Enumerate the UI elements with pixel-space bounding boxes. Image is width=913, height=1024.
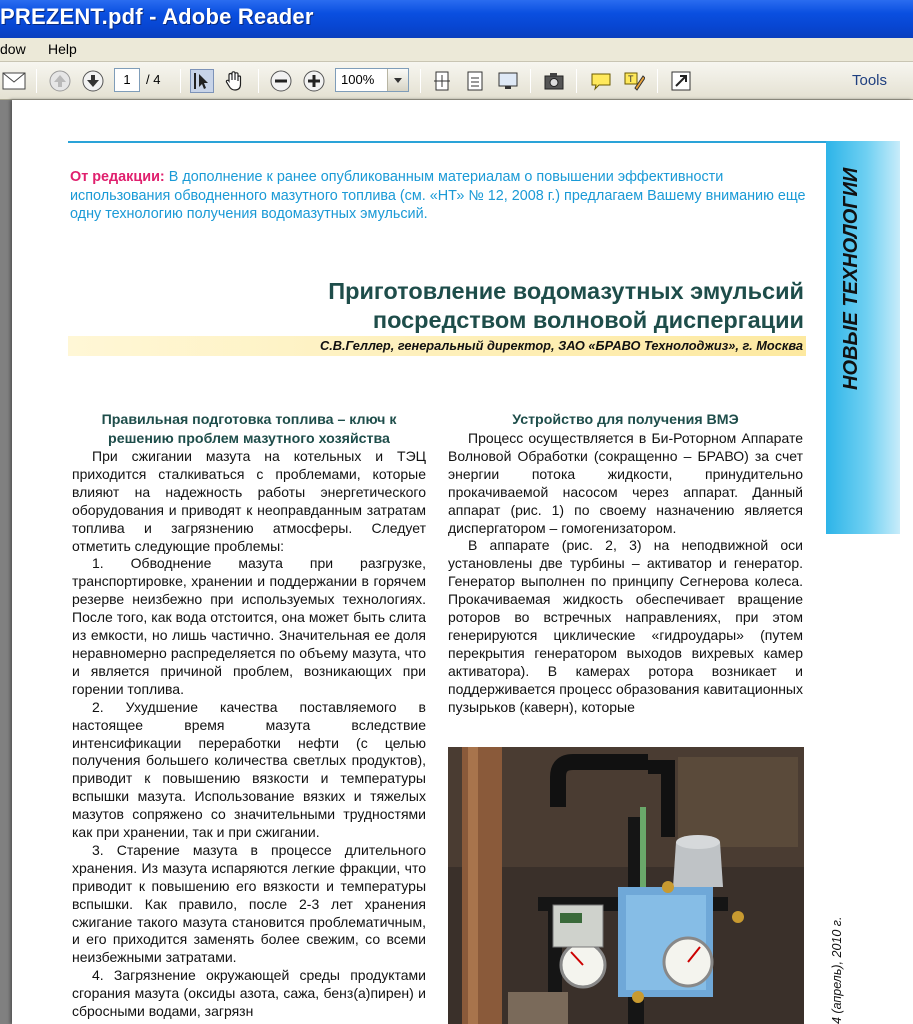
menu-help[interactable]: Help [48, 41, 77, 57]
headline-line-1: Приготовление водомазутных эмульсий [328, 278, 804, 304]
zoom-in-icon[interactable] [302, 69, 326, 93]
column-1-paragraph: 2. Ухудшение качества поставляемого в настоящее время мазута вследствие интенсификации переработки нефти (с целью получения большего количества светлых продуктов), приводит к повышению вязкости и температуры вспышки мазута. Использование вязких и тяжелых мазутов сопряжено со значительными трудностями как при хранении, так и при сжигании. [72, 698, 426, 841]
column-1-text [72, 448, 426, 1021]
column-1-heading: Правильная подготовка топлива – ключ к решению проблем мазутного хозяйства [101, 412, 397, 447]
column-1-paragraph: 1. Обводнение мазута при разгрузке, транспортировке, хранении и поддержании в горячем резерве неизбежно при используемых технологиях. После того, как вода отстоится, она может быть слита из емкости, но лишь частично. Значительная ее доля неравномерно распределяется по объему мазута, что и является причиной проблем, возникающих при горении топлива. [72, 555, 426, 697]
zoom-input[interactable]: 100% [335, 68, 409, 92]
tools-button[interactable]: Tools [852, 72, 888, 89]
editorial-note [70, 168, 806, 224]
snapshot-icon[interactable] [542, 69, 566, 93]
hand-tool-icon[interactable] [222, 69, 246, 93]
fit-page-icon[interactable] [430, 69, 454, 93]
expand-icon[interactable] [669, 69, 693, 93]
page-down-icon[interactable] [81, 69, 105, 93]
full-screen-icon[interactable] [496, 69, 520, 93]
equipment-photo [448, 747, 804, 1024]
author-line: С.В.Геллер, генеральный директор, ЗАО «БРАВО Технолоджиз», г. Москва [319, 338, 803, 353]
svg-text:T: T [628, 74, 634, 84]
editorial-lead: От редакции: [70, 169, 165, 185]
section-sidebar [826, 141, 900, 534]
column-1-paragraph: При сжигании мазута на котельных и ТЭЦ приходится сталкиваться с проблемами, которые влияют на надежность работы энергетического оборудования и приводят к неоправданным затратам топлива и загрязнению атмосферы. Следует отметить следующие проблемы: [72, 448, 426, 554]
editorial-text: В дополнение к ранее опубликованным материалам о повышении эффективности использования обводненного мазутного топлива (см. «НТ» № 12, 2008 г.) предлагаем Вашему вниманию еще одну технологию получения водомазутных эмульсий. [70, 169, 806, 222]
article-headline [70, 277, 804, 335]
highlight-icon[interactable] [622, 69, 646, 93]
headline-line-2: посредством волновой диспергации [372, 307, 804, 333]
column-1-paragraph: 4. Загрязнение окружающей среды продуктами сгорания мазута (оксиды азота, сажа, бенз(а)пирен) и сбросными водами, загрязн [72, 967, 426, 1020]
menu-window[interactable]: dow [0, 41, 26, 57]
comment-icon[interactable] [589, 69, 613, 93]
zoom-out-icon[interactable] [269, 69, 293, 93]
column-2-text [448, 430, 803, 717]
column-2-paragraph: Процесс осуществляется в Би-Роторном Аппарате Волновой Обработки (сокращенно – БРАВО) за счет энергии потока жидкости, принудительно прокачиваемой насосом через аппарат. Данный аппарат (рис. 1) по своему назначению является диспергатором – гомогенизатором. [448, 430, 803, 536]
select-tool-icon[interactable] [190, 69, 214, 93]
fit-width-icon[interactable] [463, 69, 487, 93]
page-number-input[interactable]: 1 [114, 68, 140, 92]
column-2-paragraph: В аппарате (рис. 2, 3) на неподвижной оси установлены две турбины – активатор и генератор. Генератор выполнен по принципу Сегнерова колеса. Прокачиваемая жидкость обеспечивает вращение роторов во встречных направлениях, при этом генерируются циклические «гидроудары» (путем перекрытия генератором выходов вихревых камер активатора). В камерах ротора возникает и поддерживается процесс образования кавитационных пузырьков (каверн), которые [448, 537, 803, 715]
window-title: PREZENT.pdf - Adobe Reader [0, 4, 314, 29]
issue-date-label: 4 (апрель), 2010 г. [830, 916, 844, 1024]
column-2-heading: Устройство для получения ВМЭ [512, 412, 739, 428]
zoom-dropdown-button[interactable] [387, 69, 408, 91]
column-1-paragraph: 3. Старение мазута в процессе длительного хранения. Из мазута испаряются легкие фракции, что приводит к повышению его вязкости и температуры вспышки. Как правило, после 2-3 лет хранения сжигание такого мазута становится проблематичным, и его приходится заменять более свежим, со всеми неизбежными затратами. [72, 841, 426, 966]
menu-bar [0, 38, 913, 62]
title-bar [0, 0, 913, 38]
mail-icon[interactable] [2, 69, 26, 93]
page-up-icon[interactable] [48, 69, 72, 93]
section-label: НОВЫЕ ТЕХНОЛОГИИ [840, 167, 862, 390]
top-rule [68, 141, 828, 143]
page-total: / 4 [146, 72, 161, 87]
